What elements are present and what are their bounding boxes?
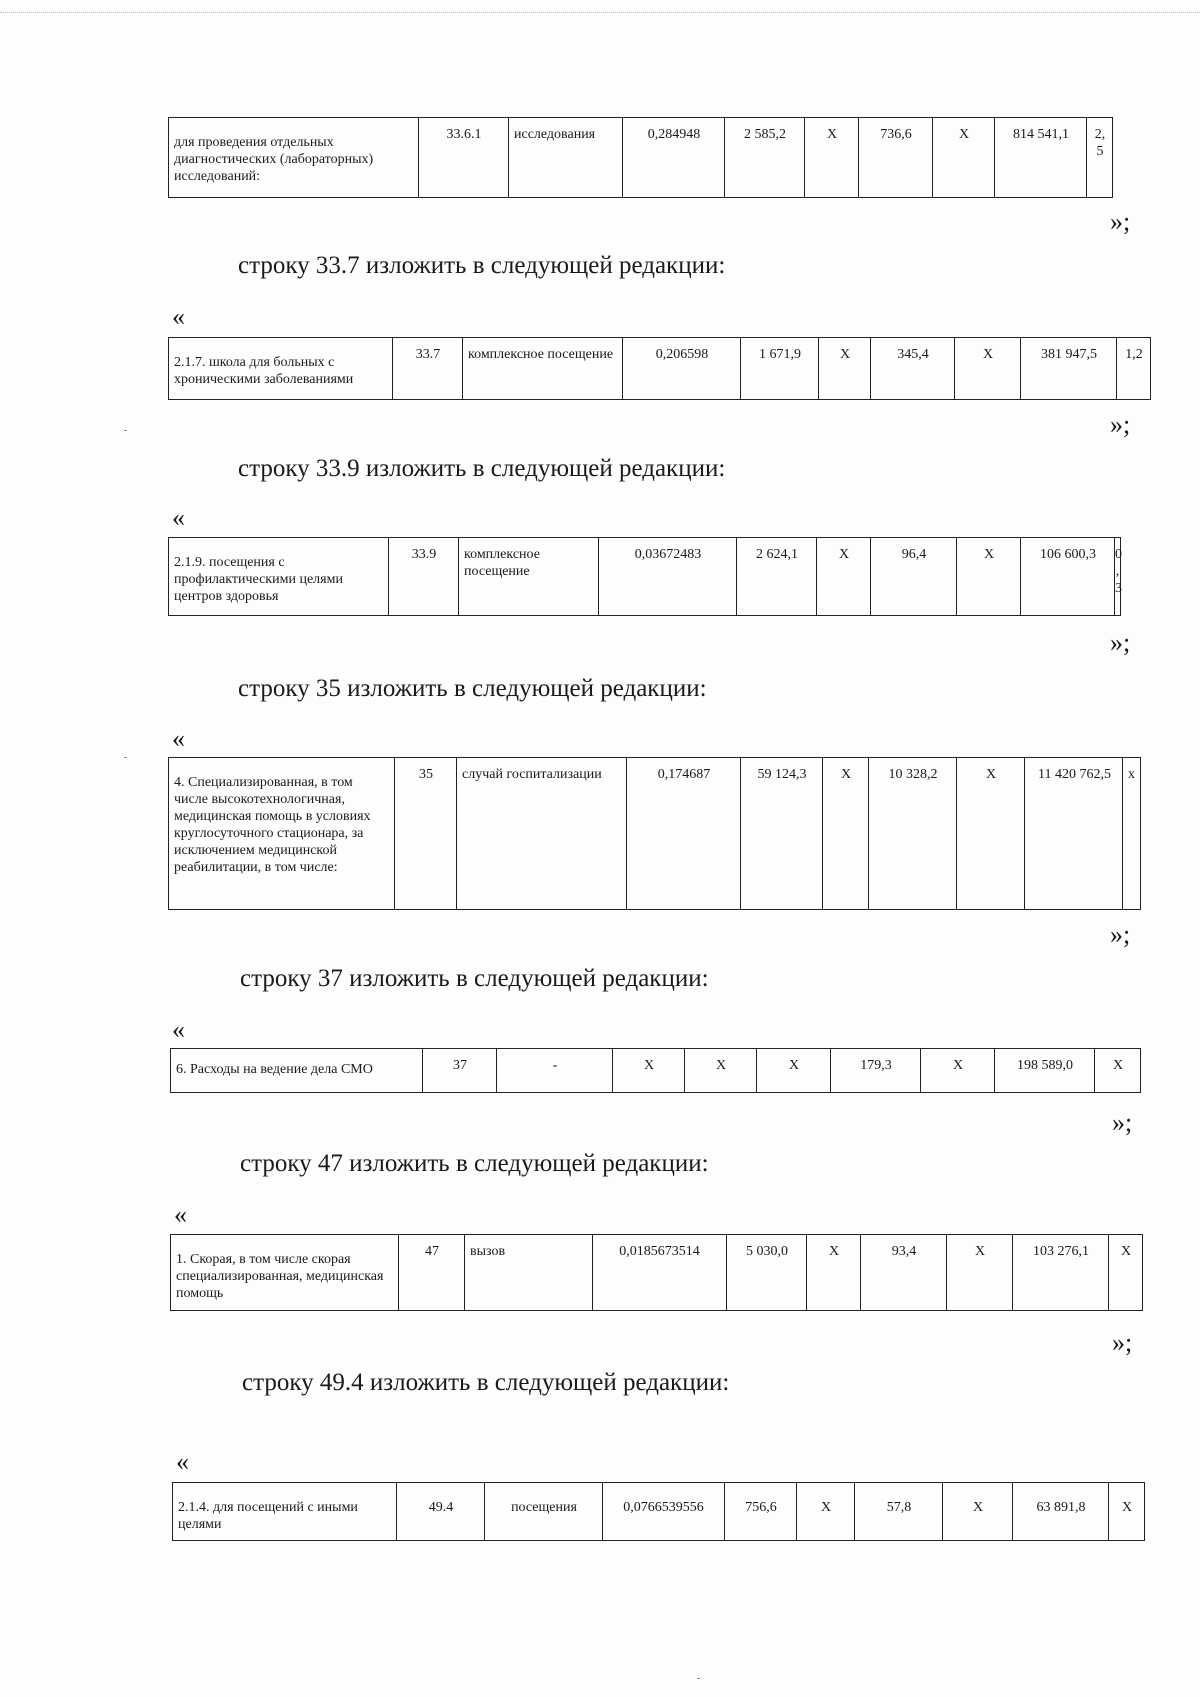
section-heading: строку 47 изложить в следующей редакции: xyxy=(240,1150,709,1177)
closing-quote: »; xyxy=(1112,1108,1133,1137)
cell-row-number: 37 xyxy=(423,1049,497,1093)
cell-unit: - xyxy=(497,1049,613,1093)
cell-total: 381 947,5 xyxy=(1021,338,1117,400)
cell-name: 4. Специализированная, в том числе высокотехнологичная, медицинская помощь в условиях круглосуточного стационара, за исключением медицинской реабилитации, в том числе: xyxy=(169,758,395,910)
table-row-33-6-1 xyxy=(168,117,1113,198)
cell-volume: 0,174687 xyxy=(627,758,741,910)
cell-total: 814 541,1 xyxy=(995,118,1087,198)
opening-quote: « xyxy=(172,724,185,753)
cell-x: X xyxy=(805,118,859,198)
cell-x: X xyxy=(955,338,1021,400)
cell-unit: случай госпитализации xyxy=(457,758,627,910)
scan-speck xyxy=(697,1678,700,1679)
cell-row-number: 33.9 xyxy=(389,538,459,616)
cell-row-number: 49.4 xyxy=(397,1483,485,1541)
opening-quote: « xyxy=(172,302,185,331)
closing-quote: »; xyxy=(1110,207,1131,236)
cell-per-capita: 57,8 xyxy=(855,1483,943,1541)
cell-unit: вызов xyxy=(465,1235,593,1311)
cell-total: 11 420 762,5 xyxy=(1025,758,1123,910)
closing-quote: »; xyxy=(1112,1328,1133,1357)
section-heading: строку 49.4 изложить в следующей редакции: xyxy=(242,1369,730,1396)
cell-x: X xyxy=(757,1049,831,1093)
cell-x: X xyxy=(613,1049,685,1093)
cell-per-capita: 93,4 xyxy=(861,1235,947,1311)
cell-cost: 1 671,9 xyxy=(741,338,819,400)
table-row-35 xyxy=(168,757,1141,910)
cell-total: 198 589,0 xyxy=(995,1049,1095,1093)
cell-cost: 59 124,3 xyxy=(741,758,823,910)
cell-volume: 0,284948 xyxy=(623,118,725,198)
cell-cost: 5 030,0 xyxy=(727,1235,807,1311)
table-row-49-4 xyxy=(172,1482,1145,1541)
cell-unit: исследования xyxy=(509,118,623,198)
cell-x: X xyxy=(933,118,995,198)
opening-quote: « xyxy=(176,1447,189,1476)
opening-quote: « xyxy=(172,1015,185,1044)
cell-per-capita: 179,3 xyxy=(831,1049,921,1093)
scan-speck xyxy=(124,757,127,758)
cell-unit: комплексное посещение xyxy=(459,538,599,616)
cell-percent: 0,3 xyxy=(1115,538,1121,616)
cell-x: X xyxy=(1109,1235,1143,1311)
section-heading: строку 37 изложить в следующей редакции: xyxy=(240,965,709,992)
cell-x: X xyxy=(819,338,871,400)
cell-percent: x xyxy=(1123,758,1141,910)
closing-quote: »; xyxy=(1110,920,1131,949)
cell-row-number: 33.6.1 xyxy=(419,118,509,198)
opening-quote: « xyxy=(172,503,185,532)
cell-per-capita: 345,4 xyxy=(871,338,955,400)
cell-volume: 0,0766539556 xyxy=(603,1483,725,1541)
cell-cost: 2 585,2 xyxy=(725,118,805,198)
cell-total: 103 276,1 xyxy=(1013,1235,1109,1311)
cell-unit: комплексное посещение xyxy=(463,338,623,400)
table-row-37 xyxy=(170,1048,1141,1093)
cell-row-number: 47 xyxy=(399,1235,465,1311)
section-heading: строку 33.7 изложить в следующей редакции: xyxy=(238,252,726,279)
section-heading: строку 35 изложить в следующей редакции: xyxy=(238,675,707,702)
closing-quote: »; xyxy=(1110,628,1131,657)
cell-cost: 2 624,1 xyxy=(737,538,817,616)
table-row-47 xyxy=(170,1234,1143,1311)
table-row-33-9 xyxy=(168,537,1121,616)
scan-edge xyxy=(0,12,1200,13)
cell-x: X xyxy=(957,538,1021,616)
cell-x: X xyxy=(921,1049,995,1093)
cell-name: 2.1.7. школа для больных с хроническими заболеваниями xyxy=(169,338,393,400)
cell-x: X xyxy=(817,538,871,616)
cell-x: X xyxy=(1095,1049,1141,1093)
opening-quote: « xyxy=(174,1200,187,1229)
cell-x: X xyxy=(947,1235,1013,1311)
cell-volume: 0,0185673514 xyxy=(593,1235,727,1311)
cell-per-capita: 736,6 xyxy=(859,118,933,198)
cell-name: 1. Скорая, в том числе скорая специализированная, медицинская помощь xyxy=(171,1235,399,1311)
cell-name: 2.1.4. для посещений с иными целями xyxy=(173,1483,397,1541)
closing-quote: »; xyxy=(1110,410,1131,439)
cell-volume: 0,03672483 xyxy=(599,538,737,616)
cell-volume: 0,206598 xyxy=(623,338,741,400)
cell-x: X xyxy=(957,758,1025,910)
scan-speck xyxy=(124,430,127,431)
cell-unit: посещения xyxy=(485,1483,603,1541)
table-row-33-7 xyxy=(168,337,1151,400)
cell-name: для проведения отдельных диагностических (лабораторных) исследований: xyxy=(169,118,419,198)
cell-name: 6. Расходы на ведение дела СМО xyxy=(171,1049,423,1093)
cell-cost: 756,6 xyxy=(725,1483,797,1541)
section-heading: строку 33.9 изложить в следующей редакции: xyxy=(238,455,726,482)
cell-total: 106 600,3 xyxy=(1021,538,1115,616)
cell-x: X xyxy=(943,1483,1013,1541)
cell-percent: 1,2 xyxy=(1117,338,1151,400)
cell-per-capita: 10 328,2 xyxy=(869,758,957,910)
cell-per-capita: 96,4 xyxy=(871,538,957,616)
cell-x: X xyxy=(797,1483,855,1541)
cell-x: X xyxy=(1109,1483,1145,1541)
cell-x: X xyxy=(807,1235,861,1311)
cell-name: 2.1.9. посещения с профилактическими целями центров здоровья xyxy=(169,538,389,616)
cell-row-number: 33.7 xyxy=(393,338,463,400)
cell-row-number: 35 xyxy=(395,758,457,910)
cell-x: X xyxy=(685,1049,757,1093)
cell-x: X xyxy=(823,758,869,910)
cell-percent: 2,5 xyxy=(1087,118,1113,198)
cell-total: 63 891,8 xyxy=(1013,1483,1109,1541)
